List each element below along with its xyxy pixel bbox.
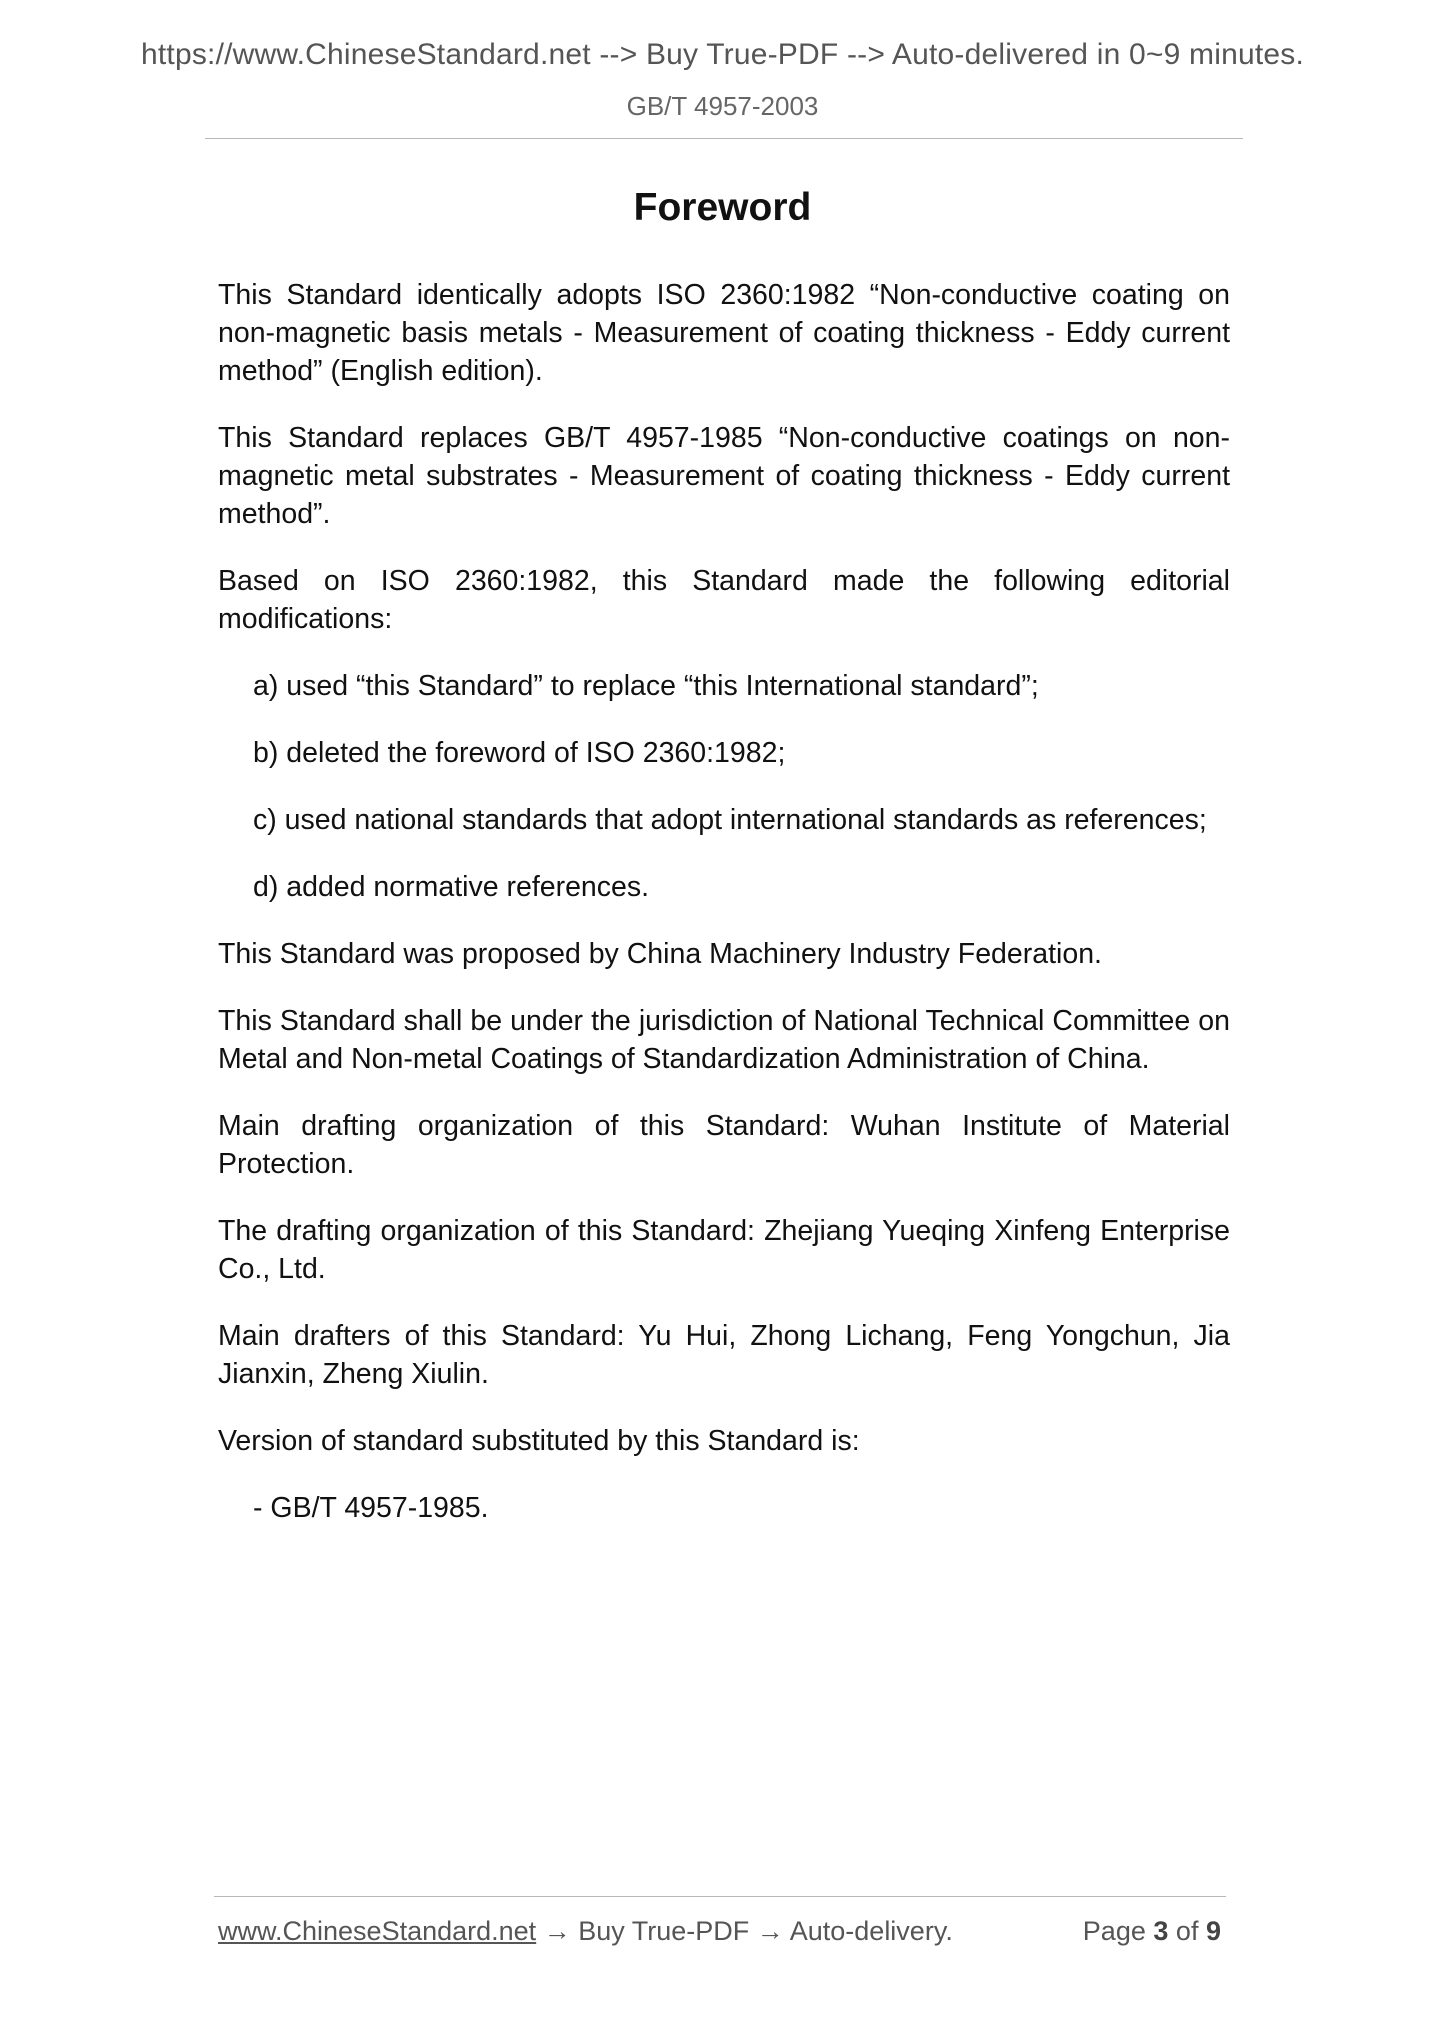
list-item-modification-d: d) added normative references. xyxy=(253,871,650,903)
paragraph-modifications-intro: Based on ISO 2360:1982, this Standard made the following editorial modifications: xyxy=(218,565,1230,635)
footer-website-link[interactable]: www.ChineseStandard.net xyxy=(218,1916,537,1946)
footer-tagline xyxy=(218,1916,953,1947)
top-banner: https://www.ChineseStandard.net --> Buy True-PDF --> Auto-delivered in 0~9 minutes. xyxy=(141,38,1304,71)
list-item-modification-a: a) used “this Standard” to replace “this International standard”; xyxy=(253,670,1039,702)
list-item-modification-b: b) deleted the foreword of ISO 2360:1982; xyxy=(253,737,786,769)
paragraph-adoption: This Standard identically adopts ISO 2360:1982 “Non-conductive coating on non-magnetic basis metals - Measurement of coating thickness - Eddy current method” (English edition). xyxy=(218,279,1230,387)
header-divider xyxy=(205,138,1243,139)
paragraph-main-drafters: Main drafters of this Standard: Yu Hui, Zhong Lichang, Feng Yongchun, Jia Jianxin, Zheng Xiulin. xyxy=(218,1320,1230,1390)
page-label: Page xyxy=(1082,1916,1146,1946)
page-indicator xyxy=(1083,1916,1221,1947)
doc-code-header: GB/T 4957-2003 xyxy=(626,91,819,121)
paragraph-proposed-by: This Standard was proposed by China Machinery Industry Federation. xyxy=(218,938,1102,970)
page-of-label: of xyxy=(1175,1916,1199,1946)
paragraph-drafting-org: The drafting organization of this Standard: Zhejiang Yueqing Xinfeng Enterprise Co., Ltd. xyxy=(218,1215,1230,1285)
document-body xyxy=(218,276,1230,1556)
list-item-modification-c: c) used national standards that adopt international standards as references; xyxy=(253,804,1207,836)
page-total: 9 xyxy=(1205,1916,1221,1946)
paragraph-jurisdiction: This Standard shall be under the jurisdiction of National Technical Committee on Metal and Non-metal Coatings of Standardization Administration of China. xyxy=(218,1005,1230,1075)
footer-tagline-text: → Buy True-PDF → Auto-delivery. xyxy=(536,1916,953,1946)
footer-divider xyxy=(214,1896,1226,1897)
page-title: Foreword xyxy=(633,186,812,229)
paragraph-main-drafting-org: Main drafting organization of this Standard: Wuhan Institute of Material Protection. xyxy=(218,1110,1230,1180)
list-item-substituted-standard: - GB/T 4957-1985. xyxy=(253,1492,489,1524)
page-current: 3 xyxy=(1153,1916,1169,1946)
paragraph-version-substituted: Version of standard substituted by this Standard is: xyxy=(218,1425,860,1457)
paragraph-replacement: This Standard replaces GB/T 4957-1985 “Non-conductive coatings on non-magnetic metal substrates - Measurement of coating thickness - Eddy current method”. xyxy=(218,422,1230,530)
